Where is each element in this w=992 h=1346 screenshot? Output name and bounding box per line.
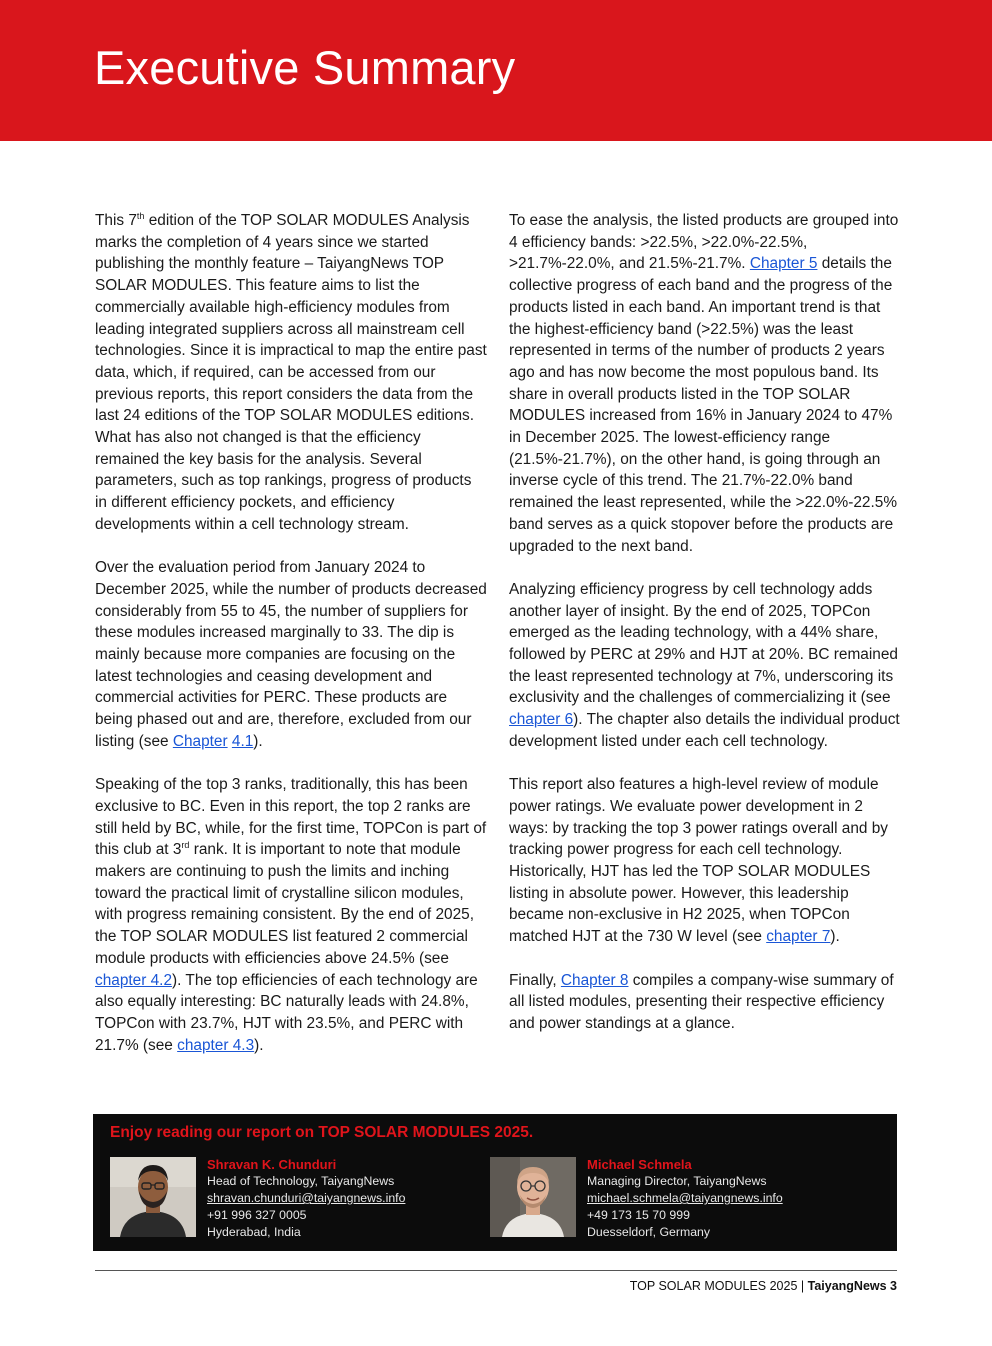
- person-location: Hyderabad, India: [207, 1225, 301, 1239]
- paragraph: Speaking of the top 3 ranks, traditionally, this has been exclusive to BC. Even in this report, the top 2 ranks are still held by BC, while, for the first time, TOPCon is part of this club at 3rd rank. It is important to note that module makers are continuing to push the limits and inching toward the practical limit of crystalline silicon modules, with progress remaining consistent. By the end of 2025, the TOP SOLAR MODULES list featured 2 commercial module products with efficiencies above 24.5% (see chapter 4.2). The top efficiencies of each technology are also equally interesting: BC naturally leads with 24.8%, TOPCon with 23.7%, HJT with 23.5%, and PERC with 21.7% (see chapter 4.3).: [95, 776, 487, 1054]
- person-email[interactable]: michael.schmela@taiyangnews.info: [587, 1191, 783, 1205]
- chapter-4-2-link[interactable]: chapter 4.2: [95, 971, 173, 989]
- page-footer: [630, 1279, 897, 1293]
- page-title: Executive Summary: [94, 41, 516, 94]
- person-phone: +91 996 327 0005: [207, 1208, 307, 1222]
- paragraph: Finally, Chapter 8 compiles a company-wise summary of all listed modules, presenting their respective efficiency and power standings at a glance.: [509, 971, 894, 1032]
- person-email[interactable]: shravan.chunduri@taiyangnews.info: [207, 1191, 406, 1205]
- paragraph: Analyzing efficiency progress by cell technology adds another layer of insight. By the end of 2025, TOPCon emerged as the leading technology, with a 44% share, followed by PERC at 29% and HJT at 20%. BC remained the least represented technology at 7%, underscoring its exclusivity and the challenges of commercializing it (see chapter 6). The chapter also details the individual product development listed under each cell technology.: [509, 580, 900, 750]
- chapter-8-link[interactable]: Chapter 8: [560, 971, 629, 989]
- right-column: [509, 210, 901, 1056]
- person-name: Shravan K. Chunduri: [207, 1157, 337, 1172]
- chapter-6-link[interactable]: chapter 6: [509, 711, 574, 729]
- chapter-5-link[interactable]: Chapter 5: [749, 255, 818, 273]
- person-location: Duesseldorf, Germany: [587, 1225, 711, 1239]
- paragraph: This 7th edition of the TOP SOLAR MODULES Analysis marks the completion of 4 years since we started publishing the monthly feature – TaiyangNews TOP SOLAR MODULES. This feature aims to list the commercially available high-efficiency modules from leading integrated suppliers across all mainstream cell technologies. Since it is impractical to map the entire past data, which, if required, can be accessed from our previous reports, this report considers the data from the last 24 editions of the TOP SOLAR MODULES editions. What has also not changed is that the efficiency remained the key basis for the analysis. Several parameters, such as top rankings, progress of products in different efficiency pockets, and efficiency developments within a cell technology stream.: [95, 210, 487, 533]
- chapter-4-1-link-a[interactable]: Chapter: [172, 732, 228, 750]
- chapter-4-3-link[interactable]: chapter 4.3: [177, 1036, 255, 1054]
- person-info: [587, 1156, 887, 1241]
- contact-box: [93, 1114, 897, 1251]
- footer-brand-page: TaiyangNews 3: [807, 1279, 897, 1293]
- footer-divider: [95, 1270, 897, 1271]
- left-column: [95, 210, 487, 1078]
- paragraph: To ease the analysis, the listed products are grouped into 4 efficiency bands: >22.5%, >22.0%-22.5%, >21.7%-22.0%, and 21.5%-21.7%. Chapter 5 details the collective progress of each band and the progress of the products listed in each band. An important trend is that the highest-efficiency band (>22.5%) was the least represented in terms of the number of products 2 years ago and has now become the most populous band. Its share in overall products listed in the TOP SOLAR MODULES increased from 16% in January 2024 to 47% in December 2025. The lowest-efficiency range (21.5%-21.7%), on the other hand, is going through an inverse cycle of this trend. The 21.7%-22.0% band remained the least represented, while the >22.0%-22.5% band serves as a quick stopover before the products are upgraded to the next band.: [509, 212, 899, 555]
- person-photo: [110, 1157, 196, 1237]
- paragraph: This report also features a high-level review of module power ratings. We evaluate power development in 2 ways: by tracking the top 3 power ratings overall and by tracking power progress for each cell technology. Historically, HJT has led the TOP SOLAR MODULES listing in absolute power. However, this leadership became non-exclusive in H2 2025, when TOPCon matched HJT at the 730 W level (see chapter 7).: [509, 776, 888, 946]
- footer-report: TOP SOLAR MODULES 2025 |: [629, 1279, 808, 1293]
- person-role: Head of Technology, TaiyangNews: [207, 1174, 395, 1188]
- person-photo: [490, 1157, 576, 1237]
- person-role: Managing Director, TaiyangNews: [587, 1174, 767, 1188]
- person-info: [207, 1156, 507, 1241]
- chapter-4-1-link-b[interactable]: 4.1: [231, 732, 254, 750]
- paragraph: Over the evaluation period from January 2024 to December 2025, while the number of products decreased considerably from 55 to 45, the number of suppliers for these modules increased marginally to 33. The dip is mainly because more companies are focusing on the latest technologies and ceasing development and commercial activities for PERC. These products are being phased out and are, therefore, excluded from our listing (see Chapter 4.1).: [95, 559, 487, 750]
- page-header: [0, 0, 992, 141]
- contact-title: Enjoy reading our report on TOP SOLAR MODULES 2025.: [110, 1124, 534, 1141]
- chapter-7-link[interactable]: chapter 7: [766, 928, 831, 946]
- person-name: Michael Schmela: [587, 1157, 692, 1172]
- person-phone: +49 173 15 70 999: [587, 1208, 690, 1222]
